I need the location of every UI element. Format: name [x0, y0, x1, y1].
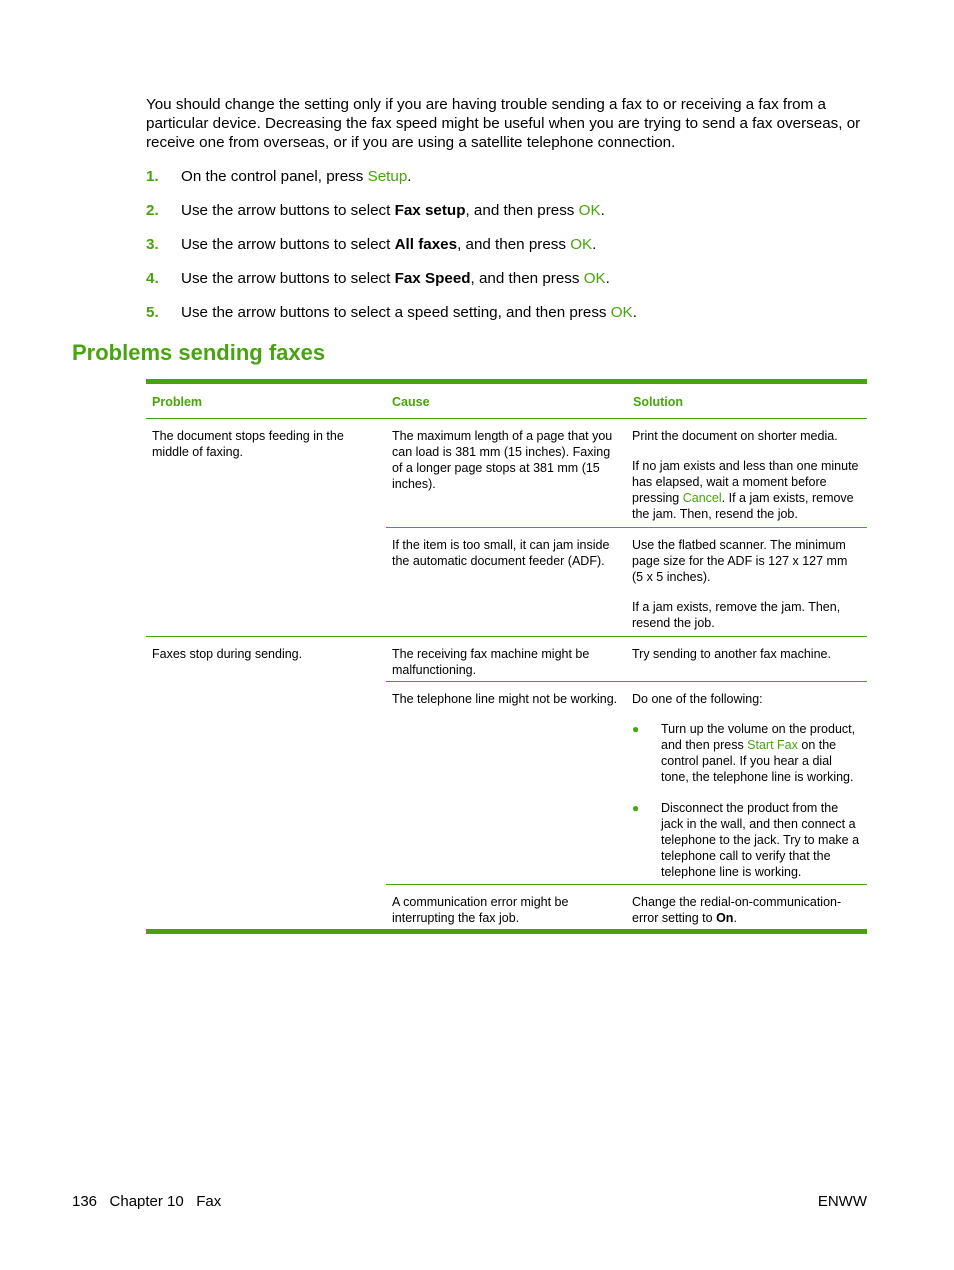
problem-group-document-stops [146, 419, 867, 637]
solution-text: Use the flatbed scanner. The minimum page size for the ADF is 127 x 127 mm (5 x 5 inches). [632, 538, 848, 584]
key-ok: OK [570, 236, 593, 253]
table-bottom-rule [146, 929, 867, 934]
solution-text: If no jam exists and less than one minute has elapsed, wait a moment before pressing Cancel. If a jam exists, remove the jam. Then, resend the job. [632, 459, 859, 521]
problem-cell: The document stops feeding in the middle of faxing. [152, 429, 344, 459]
cause-cell: The telephone line might not be working. [392, 692, 618, 706]
solution-cell [626, 682, 867, 884]
problem-cell: Faxes stop during sending. [152, 647, 303, 661]
bullet-item: ● Turn up the volume on the product, and then press Start Fax on the control panel. If you hear a dial tone, the telephone line is working. [632, 722, 856, 784]
step-5 [146, 303, 871, 337]
intro-paragraph: You should change the setting only if you are having trouble sending a fax to or receiving a fax from a particular device. Decreasing the fax speed might be useful when you are trying to send a fax overseas, or receive one from overseas, or if you are using a satellite telephone connection. [146, 96, 861, 151]
bullet-item: ● Disconnect the product from the jack in the wall, and then connect a telephone to the jack. Try to make a telephone call to verify that the telephone line is working. [632, 801, 860, 879]
table-row [386, 885, 867, 929]
step-number: 2. [146, 202, 159, 219]
key-ok: OK [583, 270, 606, 287]
troubleshooting-table [146, 379, 867, 934]
key-setup: Setup [367, 168, 408, 185]
key-ok: OK [578, 202, 601, 219]
cause-cell: The receiving fax machine might be malfunctioning. [392, 647, 590, 677]
step-text: Use the arrow buttons to select a speed setting, and then press OK. [181, 304, 637, 321]
footer-page-chapter: 136 Chapter 10 Fax [72, 1193, 222, 1210]
solution-cell [626, 419, 867, 527]
step-text: Use the arrow buttons to select Fax Speed, and then press OK. [181, 270, 610, 287]
header-cause: Cause [392, 395, 430, 409]
problem-group-faxes-stop [146, 637, 867, 929]
cause-cell: If the item is too small, it can jam inside the automatic document feeder (ADF). [392, 538, 610, 568]
bullet-dot-icon: ● [632, 801, 640, 815]
step-number: 3. [146, 236, 159, 253]
cause-cell: A communication error might be interrupting the fax job. [392, 895, 569, 925]
solution-text: Do one of the following: [632, 692, 763, 706]
solution-cell: Change the redial-on-communication-error setting to On. [632, 895, 842, 925]
key-cancel: Cancel [682, 491, 722, 505]
step-number: 4. [146, 270, 159, 287]
solution-cell: Try sending to another fax machine. [632, 647, 831, 661]
bullet-dot-icon: ● [632, 722, 640, 736]
step-2 [146, 201, 871, 235]
solution-text: If a jam exists, remove the jam. Then, resend the job. [632, 600, 841, 630]
step-number: 5. [146, 304, 159, 321]
cause-cell: The maximum length of a page that you can load is 381 mm (15 inches). Faxing of a longer page stops at 381 mm (15 inches). [392, 429, 613, 491]
table-row [386, 637, 867, 682]
step-text: On the control panel, press Setup. [181, 168, 412, 185]
step-text: Use the arrow buttons to select All faxes, and then press OK. [181, 236, 597, 253]
table-header-row [146, 384, 867, 419]
footer-enww: ENWW [817, 1193, 867, 1210]
table-row [386, 528, 867, 636]
solution-text: Print the document on shorter media. [632, 429, 838, 443]
header-solution: Solution [633, 395, 683, 409]
solution-cell [626, 528, 867, 636]
table-row [386, 682, 867, 885]
key-ok: OK [610, 304, 633, 321]
table-row [386, 419, 867, 528]
header-problem: Problem [152, 395, 203, 409]
step-3 [146, 235, 871, 269]
step-text: Use the arrow buttons to select Fax setup, and then press OK. [181, 202, 605, 219]
section-title: Problems sending faxes [72, 340, 326, 365]
key-start-fax: Start Fax [747, 738, 798, 752]
steps-list [146, 167, 871, 337]
step-1 [146, 167, 871, 201]
step-number: 1. [146, 168, 159, 185]
step-4 [146, 269, 871, 303]
